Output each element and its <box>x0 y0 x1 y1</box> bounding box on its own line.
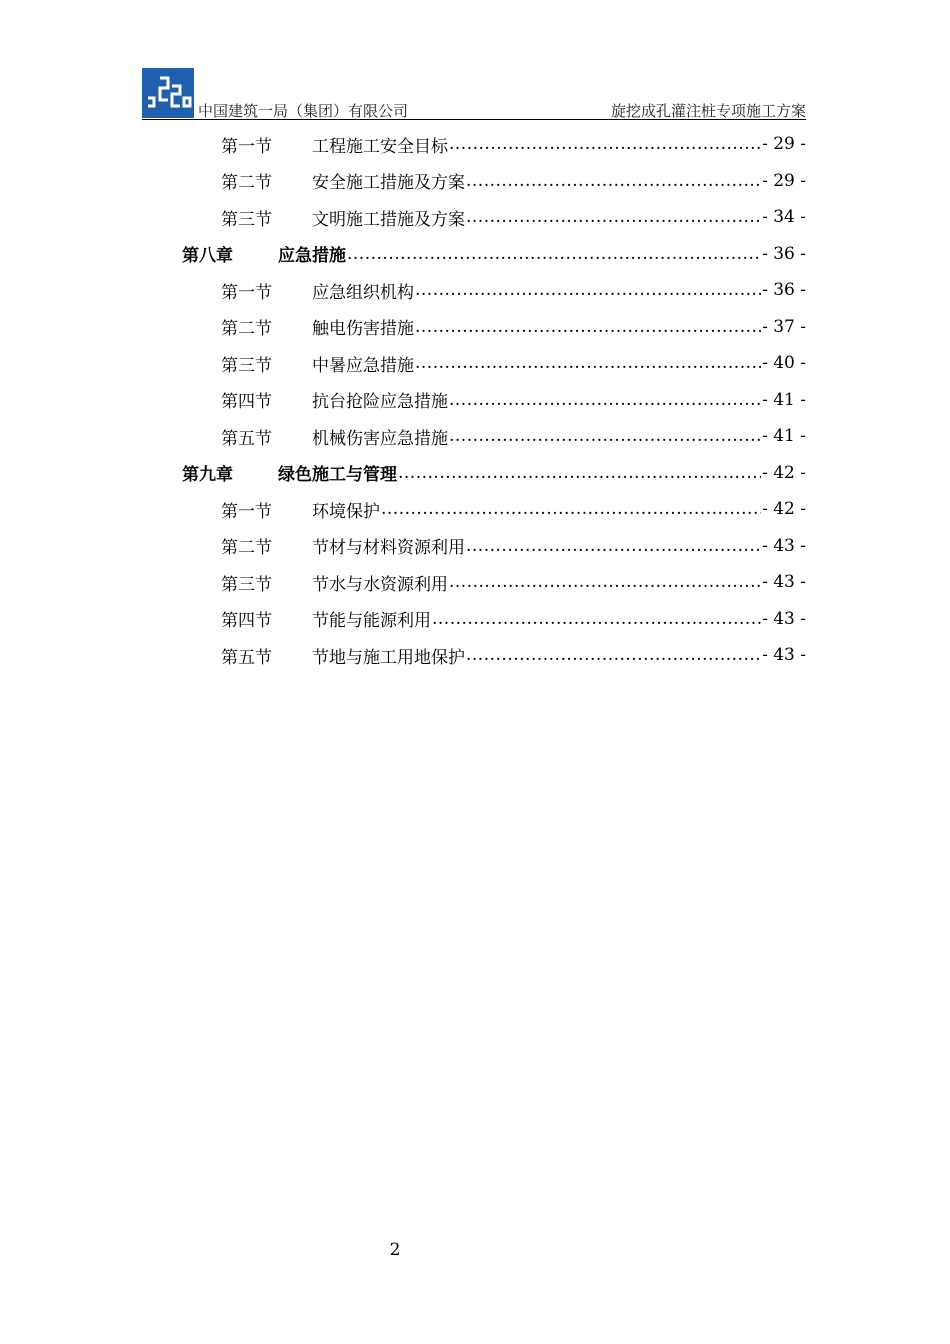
toc-entry-number: 第四节 <box>221 392 272 412</box>
page-number: 2 <box>389 1240 401 1260</box>
toc-section-entry[interactable] <box>221 637 806 673</box>
toc-entry-number: 第二节 <box>221 538 272 558</box>
toc-dot-leader <box>449 134 761 154</box>
toc-entry-number: 第二节 <box>221 173 272 193</box>
toc-entry-number: 第三节 <box>221 355 272 376</box>
toc-entry-page: - 36 - <box>762 280 806 300</box>
toc-entry-page: - 34 - <box>762 207 806 227</box>
toc-entry-page: - 40 - <box>762 353 806 373</box>
toc-entry-title: 安全施工措施及方案 <box>312 173 465 193</box>
toc-dot-leader <box>466 207 761 227</box>
toc-section-entry[interactable] <box>221 601 806 637</box>
toc-dot-leader <box>381 499 761 519</box>
toc-entry-number: 第二节 <box>221 319 272 339</box>
toc-dot-leader <box>347 244 761 264</box>
toc-entry-title: 应急措施 <box>278 246 346 266</box>
toc-dot-leader <box>432 609 761 629</box>
toc-section-entry[interactable] <box>221 126 806 162</box>
toc-entry-title: 机械伤害应急措施 <box>312 428 448 449</box>
toc-section-entry[interactable] <box>221 528 806 564</box>
toc-entry-title: 文明施工措施及方案 <box>312 209 465 230</box>
toc-dot-leader <box>449 572 761 592</box>
toc-entry-number: 第九章 <box>182 465 233 485</box>
toc-dot-leader <box>415 317 761 337</box>
toc-entry-title: 节水与水资源利用 <box>312 574 448 595</box>
toc-section-entry[interactable] <box>221 272 806 308</box>
toc-entry-page: - 43 - <box>762 535 806 556</box>
toc-chapter-entry[interactable] <box>182 455 806 491</box>
toc-section-entry[interactable] <box>221 163 806 199</box>
toc-dot-leader <box>466 536 761 556</box>
toc-section-entry[interactable] <box>221 418 806 454</box>
toc-section-entry[interactable] <box>221 382 806 418</box>
toc-section-entry[interactable] <box>221 199 806 235</box>
toc-entry-title: 环境保护 <box>312 501 380 522</box>
toc-entry-title: 中暑应急措施 <box>312 355 414 376</box>
toc-entry-page: - 42 - <box>762 499 806 519</box>
company-logo <box>142 68 194 118</box>
toc-entry-page: - 29 - <box>762 170 806 191</box>
toc-section-entry[interactable] <box>221 491 806 527</box>
header-document-title: 旋挖成孔灌注桩专项施工方案 <box>610 102 806 120</box>
toc-section-entry[interactable] <box>221 345 806 381</box>
toc-dot-leader <box>466 645 761 665</box>
toc-entry-number: 第五节 <box>221 647 272 668</box>
toc-entry-page: - 36 - <box>762 243 806 264</box>
toc-chapter-entry[interactable] <box>182 236 806 272</box>
toc-entry-page: - 43 - <box>762 608 806 629</box>
toc-entry-number: 第八章 <box>182 246 233 266</box>
toc-entry-number: 第一节 <box>221 501 272 522</box>
header-divider <box>142 119 806 120</box>
toc-entry-title: 绿色施工与管理 <box>278 465 397 485</box>
toc-entry-number: 第四节 <box>221 611 272 631</box>
toc-entry-page: - 43 - <box>762 645 806 665</box>
toc-entry-page: - 41 - <box>762 426 806 446</box>
toc-dot-leader <box>415 353 761 373</box>
toc-entry-number: 第三节 <box>221 574 272 595</box>
toc-entry-page: - 43 - <box>762 572 806 592</box>
toc-section-entry[interactable] <box>221 309 806 345</box>
toc-entry-title: 应急组织机构 <box>312 282 414 303</box>
toc-entry-page: - 37 - <box>762 316 806 337</box>
toc-dot-leader <box>449 390 761 410</box>
toc-dot-leader <box>398 463 761 483</box>
header-company-name: 中国建筑一局（集团）有限公司 <box>198 102 409 120</box>
toc-entry-page: - 29 - <box>762 134 806 154</box>
toc-entry-number: 第一节 <box>221 136 272 157</box>
toc-entry-number: 第三节 <box>221 209 272 230</box>
toc-entry-number: 第五节 <box>221 428 272 449</box>
toc-entry-page: - 41 - <box>762 389 806 410</box>
toc-entry-title: 工程施工安全目标 <box>312 136 448 157</box>
cscec-logo-icon <box>142 68 194 118</box>
toc-entry-title: 节能与能源利用 <box>312 611 431 631</box>
toc-section-entry[interactable] <box>221 564 806 600</box>
toc-entry-title: 节地与施工用地保护 <box>312 647 465 668</box>
toc-entry-title: 触电伤害措施 <box>312 319 414 339</box>
toc-dot-leader <box>466 171 761 191</box>
toc-entry-title: 抗台抢险应急措施 <box>312 392 448 412</box>
toc-dot-leader <box>415 280 761 300</box>
toc-entry-page: - 42 - <box>762 462 806 483</box>
toc-entry-title: 节材与材料资源利用 <box>312 538 465 558</box>
toc-entry-number: 第一节 <box>221 282 272 303</box>
toc-dot-leader <box>449 426 761 446</box>
